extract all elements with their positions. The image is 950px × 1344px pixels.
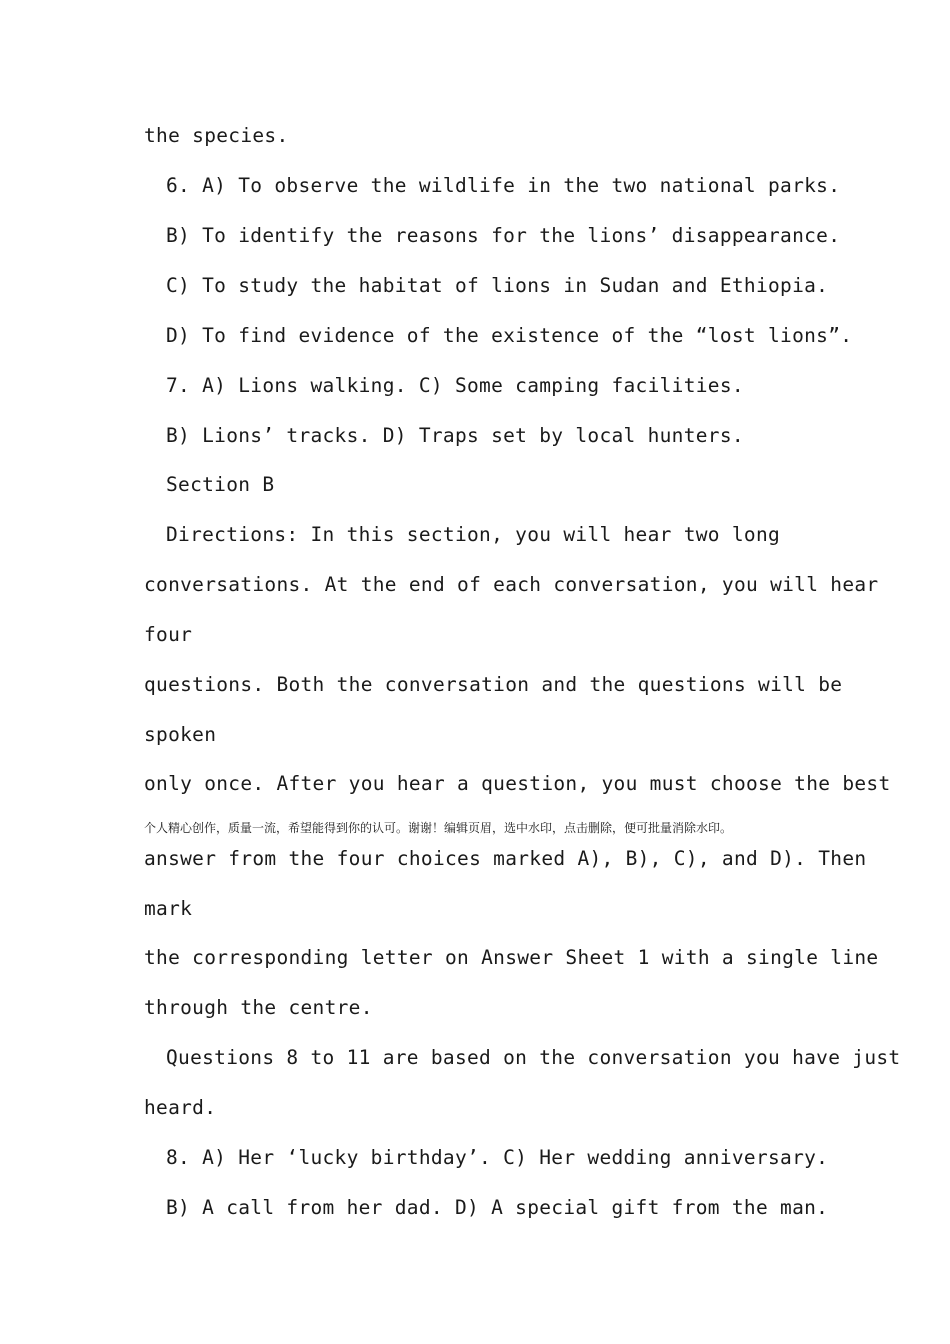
question-6-option-b: B) To identify the reasons for the lions’ disappearance. [166, 224, 841, 247]
question-6-option-d: D) To find evidence of the existence of the “lost lions”. [166, 324, 853, 347]
question-6-option-a: 6. A) To observe the wildlife in the two national parks. [166, 174, 841, 197]
text-line: the species. [144, 124, 289, 147]
directions-text: questions. Both the conversation and the questions will be [144, 673, 843, 696]
questions-intro: heard. [144, 1096, 217, 1119]
directions-text: Directions: In this section, you will hear two long [166, 523, 781, 546]
directions-text: the corresponding letter on Answer Sheet 1 with a single line [144, 946, 879, 969]
directions-text: mark [144, 897, 193, 920]
directions-text: through the centre. [144, 996, 373, 1019]
directions-text: four [144, 623, 193, 646]
question-7-options-a-c: 7. A) Lions walking. C) Some camping facilities. [166, 374, 744, 397]
question-6-option-c: C) To study the habitat of lions in Sudan and Ethiopia. [166, 274, 829, 297]
directions-text: only once. After you hear a question, you must choose the best [144, 772, 891, 795]
question-7-options-b-d: B) Lions’ tracks. D) Traps set by local hunters. [166, 424, 744, 447]
directions-text: conversations. At the end of each conversation, you will hear [144, 573, 879, 596]
directions-text: spoken [144, 723, 217, 746]
question-8-options-b-d: B) A call from her dad. D) A special gift from the man. [166, 1196, 829, 1219]
section-heading: Section B [166, 473, 275, 496]
question-8-options-a-c: 8. A) Her ‘lucky birthday’. C) Her wedding anniversary. [166, 1146, 829, 1169]
questions-intro: Questions 8 to 11 are based on the conversation you have just [166, 1046, 901, 1069]
directions-text: answer from the four choices marked A), B), C), and D). Then [144, 847, 867, 870]
watermark-note: 个人精心创作，质量一流，希望能得到你的认可。谢谢！编辑页眉，选中水印，点击删除，便可批量消除水印。 [144, 821, 733, 835]
